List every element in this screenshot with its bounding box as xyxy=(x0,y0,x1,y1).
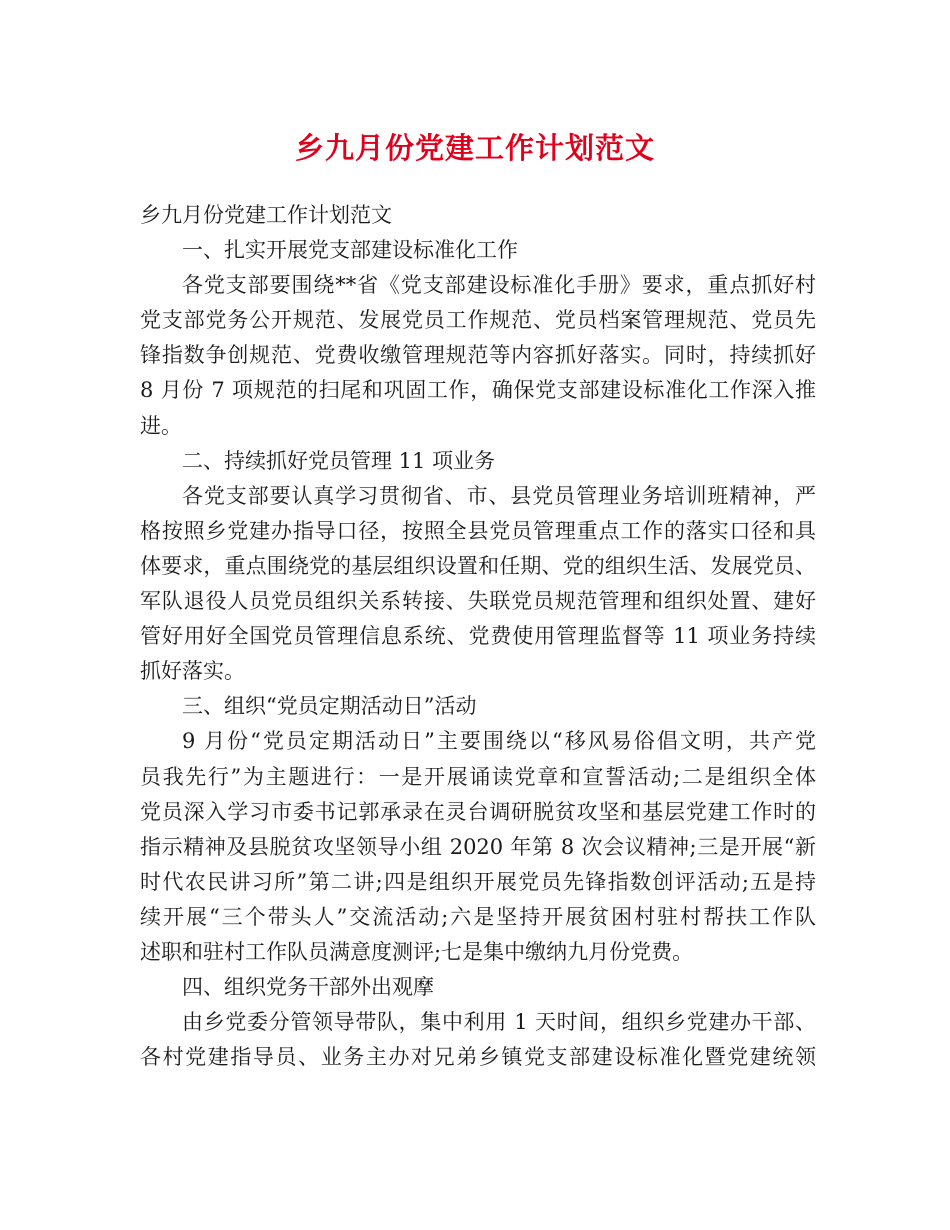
paragraph-line: 时代农民讲习所”第二讲;四是组织开展党员先锋指数创评活动;五是持 xyxy=(140,869,816,894)
paragraph-line: 指示精神及县脱贫攻坚领导小组 2020 年第 8 次会议精神;三是开展“新 xyxy=(140,834,816,859)
paragraph-line: 8 月份 7 项规范的扫尾和巩固工作，确保党支部建设标准化工作深入推 xyxy=(140,378,816,403)
document-body xyxy=(140,198,816,1075)
paragraph-line: 党支部党务公开规范、发展党员工作规范、党员档案管理规范、党员先 xyxy=(140,308,816,333)
paragraph-line: 体要求，重点围绕党的基层组织设置和任期、党的组织生活、发展党员、 xyxy=(140,553,816,578)
section-heading-1: 一、扎实开展党支部建设标准化工作 xyxy=(182,238,518,263)
paragraph-line: 管好用好全国党员管理信息系统、党费使用管理监督等 11 项业务持续 xyxy=(140,624,816,649)
document-title: 乡九月份党建工作计划范文 xyxy=(294,131,655,165)
paragraph-line: 军队退役人员党员组织关系转接、失联党员规范管理和组织处置、建好 xyxy=(140,589,816,614)
paragraph-line: 由乡党委分管领导带队，集中利用 1 天时间，组织乡党建办干部、 xyxy=(182,1010,816,1035)
paragraph-line: 员我先行”为主题进行：一是开展诵读党章和宣誓活动;二是组织全体 xyxy=(140,764,816,789)
paragraph-line: 续开展“三个带头人”交流活动;六是坚持开展贫困村驻村帮扶工作队 xyxy=(140,904,816,929)
paragraph-line: 抓好落实。 xyxy=(140,659,245,684)
section-heading-3: 三、组织“党员定期活动日”活动 xyxy=(182,694,477,719)
paragraph-line: 各党支部要围绕**省《党支部建设标准化手册》要求，重点抓好村 xyxy=(182,273,816,298)
paragraph-line: 格按照乡党建办指导口径，按照全县党员管理重点工作的落实口径和具 xyxy=(140,518,816,543)
section-heading-4: 四、组织党务干部外出观摩 xyxy=(182,975,434,1000)
subtitle-line: 乡九月份党建工作计划范文 xyxy=(140,203,392,227)
paragraph-line: 锋指数争创规范、党费收缴管理规范等内容抓好落实。同时，持续抓好 xyxy=(140,343,816,368)
paragraph-line: 各党支部要认真学习贯彻省、市、县党员管理业务培训班精神，严 xyxy=(182,483,816,508)
paragraph-line: 党员深入学习市委书记郭承录在灵台调研脱贫攻坚和基层党建工作时的 xyxy=(140,799,816,824)
paragraph-line: 述职和驻村工作队员满意度测评;七是集中缴纳九月份党费。 xyxy=(140,939,694,964)
paragraph-line: 进。 xyxy=(140,413,182,438)
paragraph-line: 各村党建指导员、业务主办对兄弟乡镇党支部建设标准化暨党建统领 xyxy=(140,1045,816,1070)
paragraph-line: 9 月份“党员定期活动日”主要围绕以“移风易俗倡文明，共产党 xyxy=(182,729,816,754)
section-heading-2: 二、持续抓好党员管理 11 项业务 xyxy=(182,448,496,473)
